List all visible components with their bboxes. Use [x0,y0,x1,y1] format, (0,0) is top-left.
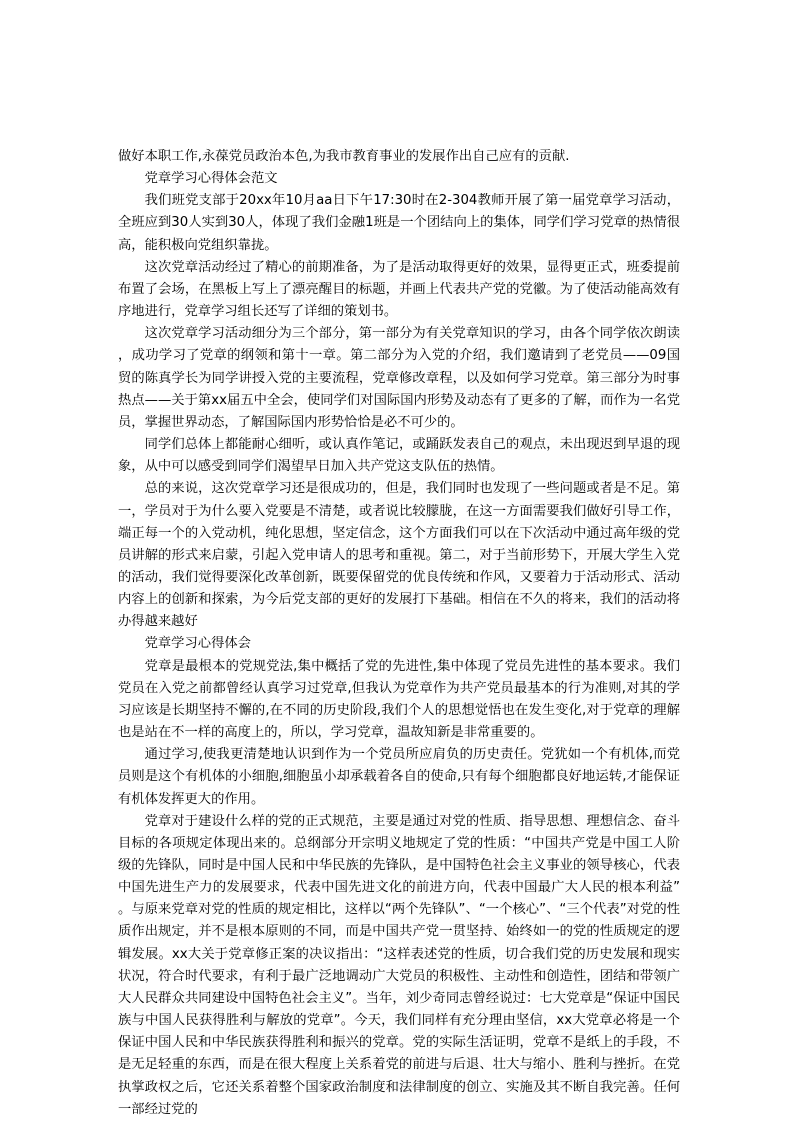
paragraph: 这次党章学习活动细分为三个部分，第一部分为有关党章知识的学习，由各个同学依次朗读，成功学习了党章的纲领和第十一章。第二部分为入党的介绍，我们邀请到了老党员——09国贸的陈真学长为同学讲授入党的主要流程，党章修改章程，以及如何学习党章。第三部分为时事热点——关于第xx届五中全会，使同学们对国际国内形势及动态有了更多的了解，而作为一名党员，掌握世界动态，了解国际国内形势恰恰是必不可少的。 [118,326,680,430]
paragraph: 同学们总体上都能耐心细听，或认真作笔记，或踊跃发表自己的观点，未出现迟到早退的现象，从中可以感受到同学们渴望早日加入共产党这支队伍的热情。 [118,437,680,475]
paragraph: 我们班党支部于20xx年10月aa日下午17:30时在2-304教师开展了第一届党章学习活动，全班应到30人实到30人，体现了我们金融1班是一个团结向上的集体，同学们学习党章的热情很高，能积极向党组织靠拢。 [118,193,680,253]
section-heading-experience: 党章学习心得体会 [144,636,251,652]
paragraph-continuation: 做好本职工作,永葆党员政治本色,为我市教育事业的发展作出自己应有的贡献. [118,149,570,164]
document-body [118,146,680,1121]
paragraph: 总的来说，这次党章学习还是很成功的，但是，我们同时也发现了一些问题或者是不足。第一，学员对于为什么要入党要是不清楚，或者说比较朦胧，在这一方面需要我们做好引导工作，端正每一个的入党动机，纯化思想，坚定信念，这个方面我们可以在下次活动中通过高年级的党员讲解的形式来启蒙，引起入党申请人的思考和重视。第二，对于当前形势下，开展大学生入党的活动，我们觉得要深化改革创新，既要保留党的优良传统和作风，又要着力于活动形式、活动内容上的创新和探索，为今后党支部的更好的发展打下基础。相信在不久的将来，我们的活动将办得越来越好 [118,481,680,630]
section-heading-sample: 党章学习心得体会范文 [144,171,278,187]
paragraph: 这次党章活动经过了精心的前期准备，为了是活动取得更好的效果，显得更正式，班委提前布置了会场，在黑板上写上了漂亮醒目的标题，并画上代表共产党的党徽。为了使活动能高效有序地进行，党章学习组长还写了详细的策划书。 [118,259,680,320]
paragraph: 党章对于建设什么样的党的正式规范，主要是通过对党的性质、指导思想、理想信念、奋斗目标的各项规定体现出来的。总纲部分开宗明义地规定了党的性质：“中国共产党是中国工人阶级的先锋队，同时是中国人民和中华民族的先锋队，是中国特色社会主义事业的领导核心，代表中国先进生产力的发展要求，代表中国先进文化的前进方向，代表中国最广大人民的根本利益”。与原来党章对党的性质的规定相比，这样以“两个先锋队”、“一个核心”、“三个代表”对党的性质作出规定，并不是根本原则的不同，而是中国共产党一贯坚持、始终如一的党的性质规定的逻辑发展。xx大关于党章修正案的决议指出：“这样表述党的性质，切合我们党的历史发展和现实状况，符合时代要求，有利于最广泛地调动广大党员的积极性、主动性和创造性，团结和带领广大人民群众共同建设中国特色社会主义”。当年，刘少奇同志曾经说过：七大党章是“保证中国民族与中国人民获得胜利与解放的党章”。今天，我们同样有充分理由坚信，xx大党章必将是一个保证中国人民和中华民族获得胜利和振兴的党章。党的实际生活证明，党章不是纸上的手段，不是无足轻重的东西，而是在很大程度上关系着党的前进与后退、壮大与缩小、胜利与挫折。在党执掌政权之后，它还关系着整个国家政治制度和法律制度的创立、实施及其不断自我完善。任何一部经过党的 [118,813,680,1117]
paragraph: 党章是最根本的党规党法,集中概括了党的先进性,集中体现了党员先进性的基本要求。我们党员在入党之前都曾经认真学习过党章,但我认为党章作为共产党员最基本的行为准则,对其的学习应该是长期坚持不懈的,在不同的历史阶段,我们个人的思想觉悟也在发生变化,对于党章的理解也是站在不一样的高度上的，所以，学习党章，温故知新是非常重要的。 [118,658,680,741]
paragraph: 通过学习,使我更清楚地认识到作为一个党员所应肩负的历史责任。党犹如一个有机体,而党员则是这个有机体的小细胞,细胞虽小却承载着各自的使命,只有每个细胞都良好地运转,才能保证有机体发挥更大的作用。 [118,747,680,807]
